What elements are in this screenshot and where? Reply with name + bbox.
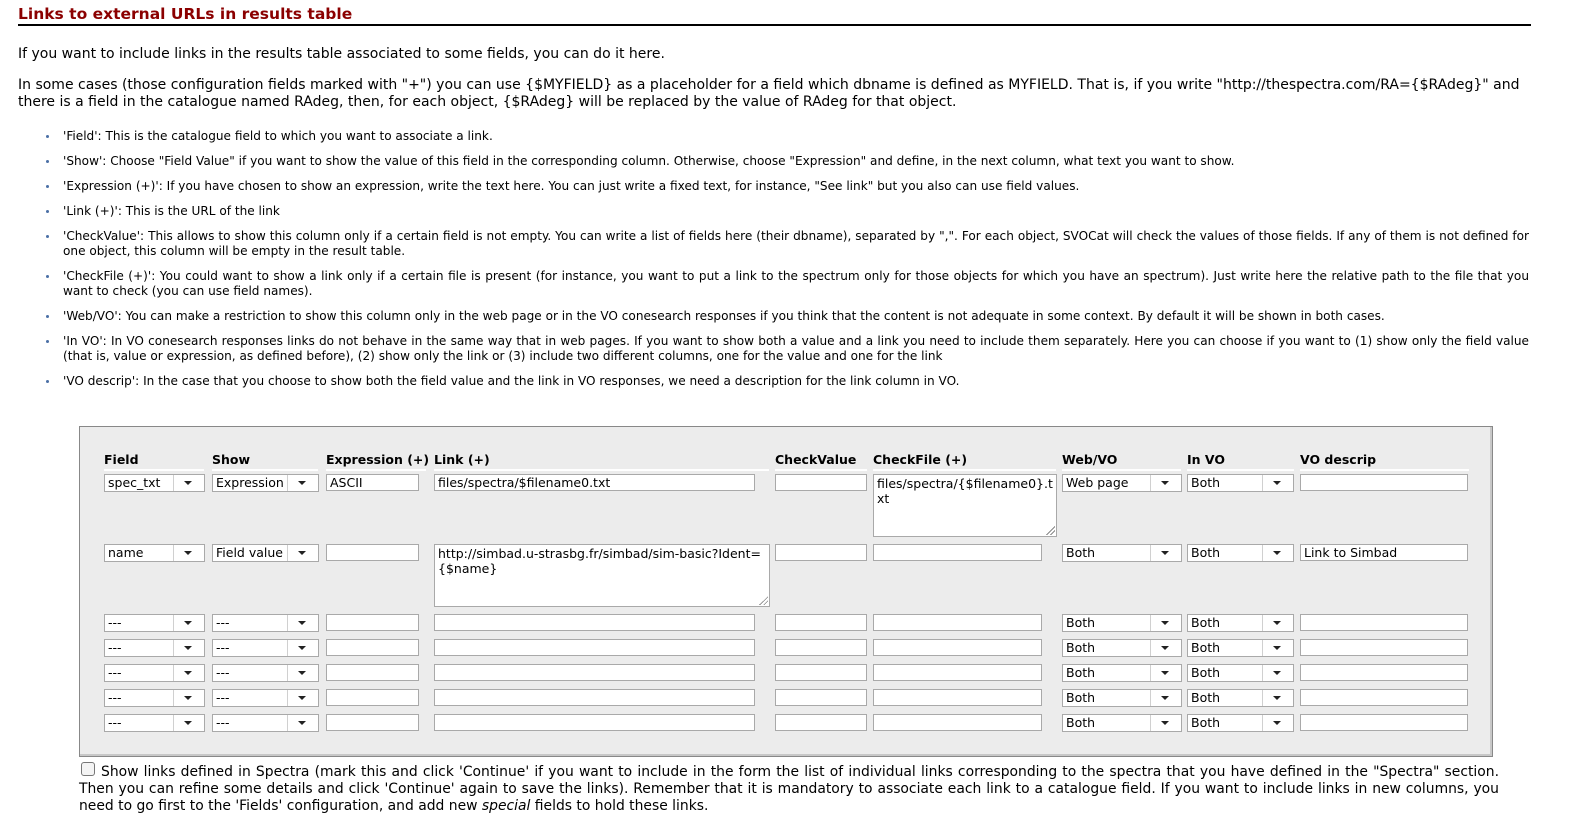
checkvalue-input[interactable]: [775, 474, 867, 491]
column-header-webvo: Web/VO: [1062, 452, 1181, 471]
chevron-down-icon: [1150, 715, 1181, 731]
invo-select-value: Both: [1191, 475, 1221, 490]
column-header-checkfile: CheckFile (+): [873, 452, 1056, 471]
invo-select-value: Both: [1191, 715, 1221, 730]
special-emphasis: special: [481, 798, 531, 814]
show-select[interactable]: [212, 714, 319, 732]
expression-input[interactable]: [326, 544, 419, 561]
link-input[interactable]: [434, 639, 755, 656]
help-list: [44, 129, 1529, 399]
chevron-down-icon: [1150, 545, 1181, 561]
link-input[interactable]: [434, 689, 755, 706]
chevron-down-icon: [173, 475, 204, 491]
checkfile-input[interactable]: [873, 639, 1042, 656]
vodescrip-input[interactable]: [1300, 474, 1468, 491]
webvo-select-value: Both: [1066, 715, 1096, 730]
link-input[interactable]: [434, 614, 755, 631]
expression-input[interactable]: [326, 689, 419, 706]
column-header-checkvalue: CheckValue: [775, 452, 867, 471]
checkfile-textarea[interactable]: [873, 474, 1057, 537]
checkvalue-input[interactable]: [775, 664, 867, 681]
chevron-down-icon: [1150, 690, 1181, 706]
field-select-value: ---: [108, 640, 122, 655]
expression-input[interactable]: [326, 664, 419, 681]
checkfile-input[interactable]: [873, 544, 1042, 561]
expression-input[interactable]: [326, 614, 419, 631]
show-select-value: Expression: [216, 475, 284, 490]
chevron-down-icon: [1262, 475, 1293, 491]
show-spectra-links-text-end: fields to hold these links.: [530, 798, 709, 814]
checkfile-input[interactable]: [873, 614, 1042, 631]
invo-select[interactable]: [1187, 664, 1294, 682]
field-select-value: name: [108, 545, 144, 560]
webvo-select-value: Both: [1066, 690, 1096, 705]
section-title: Links to external URLs in results table: [18, 5, 353, 23]
checkvalue-input[interactable]: [775, 639, 867, 656]
chevron-down-icon: [173, 665, 204, 681]
chevron-down-icon: [1262, 615, 1293, 631]
column-header-vodescrip: VO descrip: [1300, 452, 1469, 471]
chevron-down-icon: [1150, 665, 1181, 681]
help-item-webvo: 'Web/VO': You can make a restriction to show this column only in the web page or in the VO conesearch responses if you think that the content is not adequate in some context. By default it will be shown in both cases.: [44, 309, 1529, 324]
link-text: http://simbad.u-strasbg.fr/simbad/sim-basic?Ident={$name}: [438, 546, 761, 576]
webvo-select[interactable]: [1062, 639, 1182, 657]
show-select-value: ---: [216, 615, 230, 630]
show-select-value: ---: [216, 690, 230, 705]
show-select-value: ---: [216, 715, 230, 730]
show-spectra-links-label: [79, 764, 1499, 815]
help-item-field: 'Field': This is the catalogue field to which you want to associate a link.: [44, 129, 1529, 144]
webvo-select[interactable]: [1062, 664, 1182, 682]
resize-grip-icon[interactable]: [758, 595, 768, 605]
chevron-down-icon: [287, 715, 318, 731]
invo-select-value: Both: [1191, 665, 1221, 680]
vodescrip-input[interactable]: [1300, 664, 1468, 681]
show-select-value: Field value: [216, 545, 283, 560]
show-select-value: ---: [216, 640, 230, 655]
intro-paragraph-2: In some cases (those configuration fields marked with "+") you can use {$MYFIELD} as a placeholder for a field which dbname is defined as MYFIELD. That is, if you write "http://thespectra.com/RA={$RAdeg}" and there is a field in the catalogue named RAdeg, then, for each object, {$RAdeg} will be replaced by the value of RAdeg for that object.: [18, 77, 1520, 110]
webvo-select[interactable]: [1062, 544, 1182, 562]
field-select-value: ---: [108, 715, 122, 730]
column-header-link: Link (+): [434, 452, 769, 471]
invo-select-value: Both: [1191, 545, 1221, 560]
chevron-down-icon: [1262, 715, 1293, 731]
link-input[interactable]: files/spectra/$filename0.txt: [434, 474, 755, 491]
vodescrip-input[interactable]: [1300, 639, 1468, 656]
chevron-down-icon: [1262, 640, 1293, 656]
chevron-down-icon: [1262, 665, 1293, 681]
show-spectra-links-text: Show links defined in Spectra (mark this and click 'Continue' if you want to include in the form the list of individual links corresponding to the spectra that you have defined in the "Spectra" section. Then you can refine some details and click 'Continue' again to save the links). Remember that it is mandatory to associate each link to a catalogue field. If you want to include links in new columns, you need to go first to the 'Fields' configuration, and add new: [79, 764, 1499, 814]
help-item-expression: 'Expression (+)': If you have chosen to show an expression, write the text here. You can just write a fixed text, for instance, "See link" but you also can use field values.: [44, 179, 1529, 194]
invo-select[interactable]: [1187, 474, 1294, 492]
invo-select-value: Both: [1191, 640, 1221, 655]
show-select[interactable]: [212, 474, 319, 492]
show-select[interactable]: [212, 664, 319, 682]
help-item-invo: 'In VO': In VO conesearch responses links do not behave in the same way that in web pages. If you want to show both a value and a link you need to include them separately. Here you can choose if you want to (1) show only the field value (that is, value or expression, as defined before), (2) show only the link or (3) include two different columns, one for the value and one for the link: [44, 334, 1529, 364]
chevron-down-icon: [173, 715, 204, 731]
chevron-down-icon: [287, 665, 318, 681]
help-item-show: 'Show': Choose "Field Value" if you want to show the value of this field in the corresponding column. Otherwise, choose "Expression" and define, in the next column, what text you want to show.: [44, 154, 1529, 169]
chevron-down-icon: [173, 690, 204, 706]
webvo-select[interactable]: [1062, 714, 1182, 732]
webvo-select-value: Both: [1066, 615, 1096, 630]
help-item-vodescrip: 'VO descrip': In the case that you choose to show both the field value and the link in VO responses, we need a description for the link column in VO.: [44, 374, 1529, 389]
field-select[interactable]: [104, 614, 205, 632]
field-select-value: ---: [108, 615, 122, 630]
chevron-down-icon: [1262, 690, 1293, 706]
field-select[interactable]: [104, 664, 205, 682]
chevron-down-icon: [287, 640, 318, 656]
checkfile-text: files/spectra/{$filename0}.txt: [877, 476, 1053, 506]
invo-select[interactable]: [1187, 544, 1294, 562]
chevron-down-icon: [1150, 640, 1181, 656]
column-header-invo: In VO: [1187, 452, 1294, 471]
field-select[interactable]: [104, 544, 205, 562]
column-header-expression: Expression (+): [326, 452, 426, 471]
section-heading: [18, 4, 1531, 26]
field-select[interactable]: [104, 714, 205, 732]
link-input[interactable]: [434, 714, 755, 731]
chevron-down-icon: [173, 545, 204, 561]
chevron-down-icon: [173, 615, 204, 631]
checkvalue-input[interactable]: [775, 714, 867, 731]
checkfile-input[interactable]: [873, 689, 1042, 706]
show-select[interactable]: [212, 639, 319, 657]
field-select[interactable]: [104, 689, 205, 707]
checkfile-input[interactable]: [873, 714, 1042, 731]
link-input[interactable]: [434, 664, 755, 681]
invo-select[interactable]: [1187, 689, 1294, 707]
webvo-select-value: Both: [1066, 545, 1096, 560]
vodescrip-input[interactable]: [1300, 714, 1468, 731]
checkvalue-input[interactable]: [775, 689, 867, 706]
chevron-down-icon: [287, 690, 318, 706]
vodescrip-input[interactable]: Link to Simbad: [1300, 544, 1468, 561]
link-textarea[interactable]: [434, 544, 770, 607]
field-select-value: ---: [108, 690, 122, 705]
chevron-down-icon: [173, 640, 204, 656]
chevron-down-icon: [287, 475, 318, 491]
webvo-select-value: Both: [1066, 640, 1096, 655]
help-item-checkfile: 'CheckFile (+)': You could want to show a link only if a certain file is present (for instance, you want to put a link to the spectrum only for those objects for which you have an spectrum). Just write here the relative path to the file that you want to check (you can use field names).: [44, 269, 1529, 299]
webvo-select[interactable]: [1062, 689, 1182, 707]
field-select[interactable]: [104, 474, 205, 492]
help-item-link: 'Link (+)': This is the URL of the link: [44, 204, 1529, 219]
column-header-show: Show: [212, 452, 318, 471]
column-header-field: Field: [104, 452, 204, 471]
chevron-down-icon: [1150, 475, 1181, 491]
show-select[interactable]: [212, 614, 319, 632]
help-item-checkvalue: 'CheckValue': This allows to show this column only if a certain field is not empty. You can write a list of fields here (their dbname), separated by ",". For each object, SVOCat will check the values of those fields. If any of them is not defined for one object, this column will be empty in the result table.: [44, 229, 1529, 259]
invo-select-value: Both: [1191, 615, 1221, 630]
invo-select[interactable]: [1187, 714, 1294, 732]
invo-select[interactable]: [1187, 639, 1294, 657]
chevron-down-icon: [287, 615, 318, 631]
webvo-select[interactable]: [1062, 474, 1182, 492]
expression-input[interactable]: [326, 639, 419, 656]
show-select-value: ---: [216, 665, 230, 680]
show-select[interactable]: [212, 689, 319, 707]
webvo-select-value: Web page: [1066, 475, 1129, 490]
vodescrip-input[interactable]: [1300, 614, 1468, 631]
intro-paragraph-1: If you want to include links in the results table associated to some fields, you can do it here.: [18, 46, 665, 62]
checkvalue-input[interactable]: [775, 614, 867, 631]
field-select-value: ---: [108, 665, 122, 680]
webvo-select[interactable]: [1062, 614, 1182, 632]
checkvalue-input[interactable]: [775, 544, 867, 561]
field-select-value: spec_txt: [108, 475, 161, 490]
chevron-down-icon: [1150, 615, 1181, 631]
field-select[interactable]: [104, 639, 205, 657]
invo-select[interactable]: [1187, 614, 1294, 632]
expression-input[interactable]: ASCII: [326, 474, 419, 491]
webvo-select-value: Both: [1066, 665, 1096, 680]
chevron-down-icon: [1262, 545, 1293, 561]
expression-input[interactable]: [326, 714, 419, 731]
checkfile-input[interactable]: [873, 664, 1042, 681]
chevron-down-icon: [287, 545, 318, 561]
invo-select-value: Both: [1191, 690, 1221, 705]
resize-grip-icon[interactable]: [1045, 525, 1055, 535]
show-select[interactable]: [212, 544, 319, 562]
vodescrip-input[interactable]: [1300, 689, 1468, 706]
